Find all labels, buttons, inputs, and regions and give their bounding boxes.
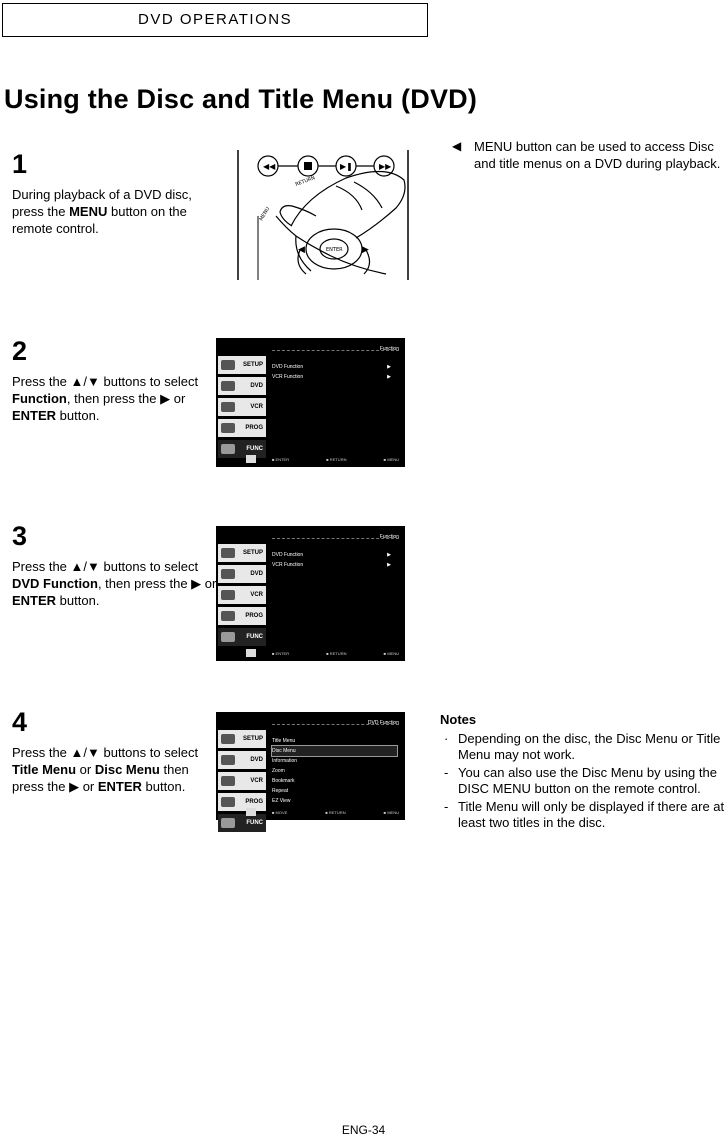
submenu-arrow-icon: ▶ [387,552,391,558]
screen-tab-func: FUNC [218,814,266,832]
svg-text:MENU: MENU [258,206,272,222]
tip-text: MENU button can be used to access Disc and title menus on a DVD during playback. [474,139,721,171]
step-4 [12,708,224,795]
screen-footer-hint: ■ MENU [383,810,399,815]
screen-menu-item-label: VCR Function [272,562,304,568]
step-text-emphasis: DVD Function [12,576,98,591]
screen-menu-item-label: VCR Function [272,374,304,380]
page-number: ENG-34 [341,1123,386,1137]
screen-tab-setup: SETUP [218,544,266,562]
section-header-label: DVD OPERATIONS [138,11,293,28]
menu-tip [452,138,726,172]
svg-text:◀: ◀ [298,245,305,255]
screen-footer [272,810,399,815]
screen-tab-vcr: VCR [218,772,266,790]
screen-footer-hint: ■ RETURN [325,810,346,815]
menu-screen-dvd-function [216,712,405,826]
note-text: Depending on the disc, the Disc Menu or Title Menu may not work. [458,731,721,762]
step-text-emphasis: Function [12,391,67,406]
screen-tab-func: FUNC [218,440,266,458]
step-text-run: During playback of a DVD disc, press the [12,187,192,219]
screen-menu-item [272,736,397,746]
screen-footer [272,651,399,656]
screen-corner-icon [246,649,256,657]
screen-tabs [218,356,266,461]
step-text-emphasis: Disc Menu [94,762,160,777]
screen-menu-item-label: DVD Function [272,552,304,558]
screen-menu-item [272,756,397,766]
screen-menu-items [272,362,397,382]
screen-menu-item-label: Information [272,758,298,764]
screen-footer [272,457,399,462]
screen-tab-func: FUNC [218,628,266,646]
menu-screen-function [216,338,405,467]
screen-menu-item [272,776,397,786]
screen-footer-hint: ■ ENTER [272,457,290,462]
screen-menu-item-label: EZ View [272,798,291,804]
notes [440,712,727,833]
step-text-run: Press the ▲/▼ buttons to select [12,374,199,389]
step-text [12,186,224,237]
screen-menu-item [272,550,397,560]
note-item [440,765,727,797]
screen-tab-vcr: VCR [218,398,266,416]
screen-title: Function [379,534,399,540]
note-text: You can also use the Disc Menu by using the DISC MENU button on the remote control. [458,765,717,796]
svg-text:▶: ▶ [362,245,369,255]
pointer-arrow-icon: ◀ [452,139,462,153]
step-text-run: Press the ▲/▼ buttons to select [12,745,199,760]
step-3 [12,522,224,609]
remote-control-illustration [236,146,412,284]
screen-tab-prog: PROG [218,419,266,437]
screen-menu-item [272,786,397,796]
page-title: Using the Disc and Title Menu (DVD) [4,84,478,114]
screen-tab-dvd: DVD [218,565,266,583]
svg-text:RETURN: RETURN [294,175,317,188]
screen-tab-setup: SETUP [218,356,266,374]
screen-tab-vcr: VCR [218,586,266,604]
screen-corner-icon [246,455,256,463]
screen-tab-prog: PROG [218,607,266,625]
note-bullet: - [444,799,449,814]
menu-screen-dvd-function-select [216,526,405,661]
note-item [440,799,727,831]
step-text-run: button on the remote control. [12,204,187,236]
step-text-run: , then press the ▶ or [97,576,217,591]
screen-footer-hint: ■ MENU [383,651,399,656]
step-text-run: or [76,762,95,777]
screen-tab-dvd: DVD [218,751,266,769]
screen-menu-item-label: Title Menu [272,738,296,744]
screen-title: Function [379,346,399,352]
submenu-arrow-icon: ▶ [387,562,391,568]
screen-footer-hint: ■ ENTER [272,651,290,656]
step-text-run: button. [141,779,186,794]
screen-corner-icon [246,808,256,816]
screen-menu-item [272,362,397,372]
screen-menu-item [272,746,397,756]
screen-menu-items [272,736,397,806]
notes-list [440,731,727,831]
screen-menu-item [272,372,397,382]
step-text-emphasis: ENTER [12,593,57,608]
step-text-run: , then press the ▶ or [66,391,186,406]
step-1 [12,150,224,237]
screen-menu-item [272,796,397,806]
svg-text:▶❚: ▶❚ [340,162,353,171]
step-text [12,373,224,424]
step-text-emphasis: ENTER [12,408,57,423]
step-number: 2 [12,336,28,366]
screen-menu-item-label: Repeat [272,788,289,794]
screen-tab-setup: SETUP [218,730,266,748]
step-number: 3 [12,521,28,551]
svg-text:◀◀: ◀◀ [263,162,276,171]
screen-footer-hint: ■ MENU [383,457,399,462]
step-text-run: button. [56,593,100,608]
notes-title: Notes [440,712,477,727]
step-text-run: button. [56,408,100,423]
step-text-run: Press the ▲/▼ buttons to select [12,559,199,574]
screen-footer-hint: ■ RETURN [326,457,347,462]
screen-menu-item-label: Zoom [272,768,285,774]
svg-text:▶▶: ▶▶ [379,162,392,171]
submenu-arrow-icon: ▶ [387,364,391,370]
screen-footer-hint: ■ RETURN [326,651,347,656]
step-text-emphasis: Title Menu [12,762,77,777]
screen-tab-prog: PROG [218,793,266,811]
screen-menu-item-label: DVD Function [272,364,304,370]
submenu-arrow-icon: ▶ [387,374,391,380]
step-text [12,558,224,609]
screen-menu-item [272,560,397,570]
note-bullet: - [444,765,449,780]
screen-menu-item-label: Disc Menu [272,748,296,754]
screen-menu-items [272,550,397,570]
step-text-emphasis: MENU [69,204,108,219]
screen-menu-item [272,766,397,776]
note-item [440,731,727,763]
screen-tab-dvd: DVD [218,377,266,395]
screen-tabs [218,730,266,835]
screen-title: DVD Function [367,720,399,726]
step-text-emphasis: ENTER [97,779,142,794]
screen-tabs [218,544,266,649]
svg-text:ENTER: ENTER [326,247,343,253]
step-text [12,744,224,795]
screen-footer-hint: ■ MOVE [272,810,288,815]
note-bullet: · [444,731,449,746]
screen-menu-item-label: Bookmark [272,778,295,784]
step-number: 4 [12,707,28,737]
step-2 [12,337,224,424]
section-header [2,3,428,37]
note-text: Title Menu will only be displayed if there are at least two titles in the disc. [458,799,725,830]
step-text-run: then press the ▶ or [12,762,189,794]
step-number: 1 [12,149,28,179]
